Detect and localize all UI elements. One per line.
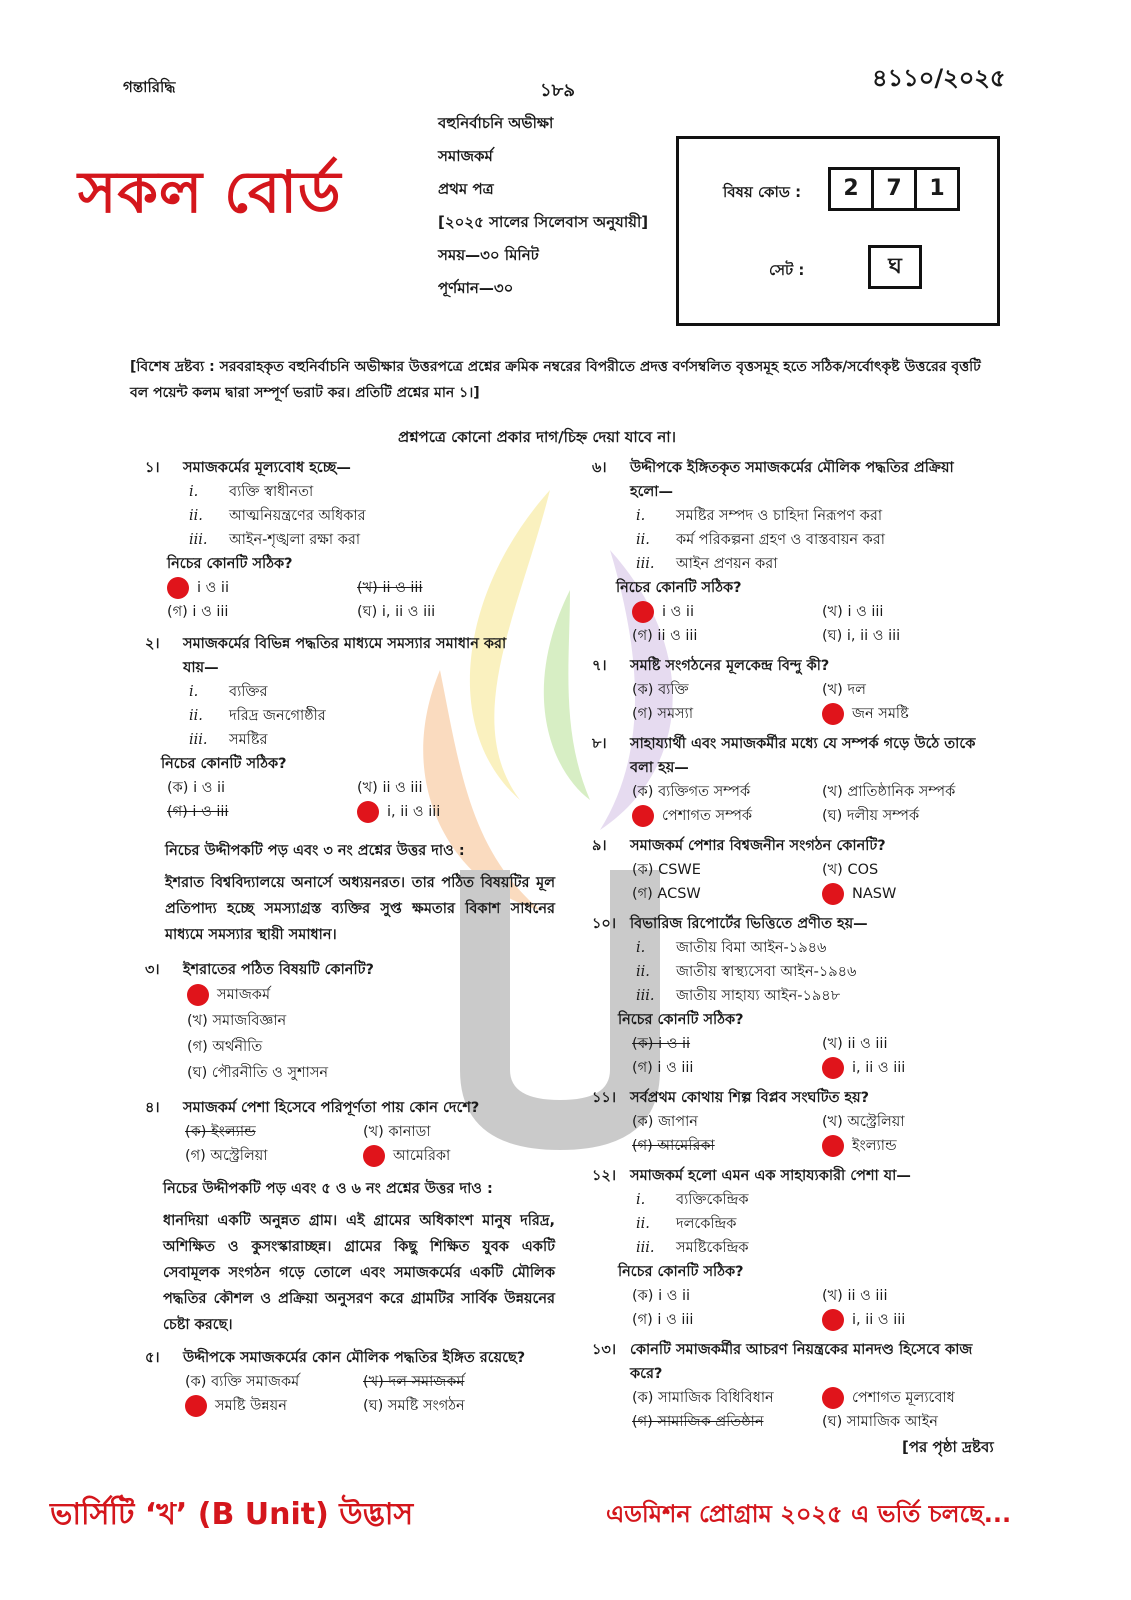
set-value: ঘ bbox=[868, 245, 922, 289]
filled-bubble-icon bbox=[822, 1135, 844, 1157]
question-4: ৪। সমাজকর্ম পেশা হিসেবে পরিপূর্ণতা পায় কোন দেশে? (ক) ইংল্যান্ড (খ) কানাডা (গ) অস্ট্রেলিয়া আমেরিকা bbox=[145, 1096, 555, 1168]
answer-option[interactable]: (ক) i ও ii bbox=[167, 780, 226, 796]
filled-bubble-icon bbox=[185, 1395, 207, 1417]
answer-option[interactable]: NASW bbox=[822, 882, 1012, 906]
answer-option[interactable]: আমেরিকা bbox=[363, 1144, 553, 1168]
answer-option[interactable]: (ঘ) সামাজিক আইন bbox=[822, 1414, 938, 1430]
answer-option[interactable]: (খ) অস্ট্রেলিয়া bbox=[822, 1114, 905, 1130]
passage-1: নিচের উদ্দীপকটি পড় এবং ৩ নং প্রশ্নের উত্তর দাও : ইশরাত বিশ্ববিদ্যালয়ে অনার্সে অধ্যয়নরত। তার পঠিত বিষয়টির মূল প্রতিপাদ্য হচ্ছে সমস্যাগ্রস্ত ব্যক্তির সুপ্ত ক্ষমতার বিকাশ সাধনের মাধ্যমে সমস্যার স্থায়ী সমাধান। bbox=[165, 843, 555, 943]
answer-option[interactable]: ইংল্যান্ড bbox=[822, 1134, 1012, 1158]
answer-option[interactable]: (খ) সমাজবিজ্ঞান bbox=[187, 1013, 287, 1029]
paper-name: প্রথম পত্র bbox=[438, 180, 494, 198]
answer-option[interactable]: (খ) ii ও iii bbox=[822, 1288, 888, 1304]
answer-option[interactable]: (গ) i ও iii bbox=[632, 1312, 694, 1328]
filled-bubble-icon bbox=[822, 1057, 844, 1079]
answer-option[interactable]: (ঘ) i, ii ও iii bbox=[822, 628, 901, 644]
question-8: ৮। সাহায্যার্থী এবং সমাজকর্মীর মধ্যে যে সম্পর্ক গড়ে উঠে তাকে বলা হয়— (ক) ব্যক্তিগত সম্পর্ক (খ) প্রাতিষ্ঠানিক সম্পর্ক পেশাগত সম্পর্ক (ঘ) দলীয় সম্পর্ক bbox=[592, 732, 1002, 828]
answer-option[interactable]: (গ) সামাজিক প্রতিষ্ঠান bbox=[632, 1414, 764, 1430]
filled-bubble-icon bbox=[822, 883, 844, 905]
answer-option[interactable]: i, ii ও iii bbox=[822, 1056, 1012, 1080]
answer-option[interactable]: (খ) COS bbox=[822, 862, 879, 878]
footer-left: ভার্সিটি ‘খ’ (B Unit) উদ্ভাস bbox=[50, 1497, 414, 1532]
question-2: ২। সমাজকর্মের বিভিন্ন পদ্ধতির মাধ্যমে সমস্যার সমাধান করা যায়— i. ব্যক্তির ii. দরিদ্র জনগোষ্ঠীর iii. সমষ্টির নিচের কোনটি সঠিক? (ক) i ও ii (খ) ii ও iii (গ) i ও iii i, ii ও iii bbox=[145, 632, 555, 824]
answer-option[interactable]: (ক) ব্যক্তি সমাজকর্ম bbox=[185, 1374, 300, 1390]
code-digit: 1 bbox=[914, 167, 960, 211]
answer-option[interactable]: (খ) i ও iii bbox=[822, 604, 884, 620]
answer-option[interactable]: (গ) আমেরিকা bbox=[632, 1138, 715, 1154]
answer-option[interactable]: পেশাগত মূল্যবোধ bbox=[822, 1386, 1022, 1410]
question-6: ৬। উদ্দীপকে ইঙ্গিতকৃত সমাজকর্মের মৌলিক পদ্ধতির প্রক্রিয়া হলো— i. সমষ্টির সম্পদ ও চাহিদা নিরূপণ করা ii. কর্ম পরিকল্পনা গ্রহণ ও বাস্তবায়ন করা iii. আইন প্রণয়ন করা নিচের কোনটি সঠিক? i ও ii (খ) i ও iii (গ) ii ও iii (ঘ) i, ii ও iii bbox=[592, 456, 1002, 648]
answer-option[interactable]: (ঘ) পৌরনীতি ও সুশাসন bbox=[187, 1065, 329, 1081]
filled-bubble-icon bbox=[822, 1387, 844, 1409]
subject-name: সমাজকর্ম bbox=[438, 147, 493, 165]
answer-option[interactable]: i, ii ও iii bbox=[822, 1308, 1012, 1332]
answer-option[interactable]: (খ) দল সমাজকর্ম bbox=[363, 1374, 465, 1390]
question-1: ১। সমাজকর্মের মূল্যবোধ হচ্ছে— i. ব্যক্তি স্বাধীনতা ii. আত্মনিয়ন্ত্রণের অধিকার iii. আইন-শৃঙ্খলা রক্ষা করা নিচের কোনটি সঠিক? i ও ii (খ) ii ও iii (গ) i ও iii (ঘ) i, ii ও iii bbox=[145, 456, 555, 624]
subject-code-cells bbox=[831, 167, 960, 211]
answer-option[interactable]: (ঘ) সমষ্টি সংগঠন bbox=[363, 1398, 465, 1414]
answer-option[interactable]: (গ) ACSW bbox=[632, 886, 701, 902]
answer-option[interactable]: (খ) কানাডা bbox=[363, 1124, 431, 1140]
question-9: ৯। সমাজকর্ম পেশার বিশ্বজনীন সংগঠন কোনটি? (ক) CSWE (খ) COS (গ) ACSW NASW bbox=[592, 834, 1002, 906]
answer-option[interactable]: জন সমষ্টি bbox=[822, 702, 1012, 726]
answer-option[interactable]: (ক) সামাজিক বিধিবিধান bbox=[632, 1390, 774, 1406]
answer-option[interactable]: (ক) i ও ii bbox=[632, 1288, 691, 1304]
question-12: ১২। সমাজকর্ম হলো এমন এক সাহায্যকারী পেশা যা— i. ব্যক্তিকেন্দ্রিক ii. দলকেন্দ্রিক iii. সমষ্টিকেন্দ্রিক নিচের কোনটি সঠিক? (ক) i ও ii (খ) ii ও iii (গ) i ও iii i, ii ও iii bbox=[592, 1164, 1002, 1332]
answer-option[interactable]: (ক) ইংল্যান্ড bbox=[185, 1124, 256, 1140]
filled-bubble-icon bbox=[632, 805, 654, 827]
no-marks-note: প্রশ্নপত্রে কোনো প্রকার দাগ/চিহ্ন দেয়া যাবে না। bbox=[398, 428, 677, 446]
answer-option[interactable]: (ক) ব্যক্তিগত সম্পর্ক bbox=[632, 784, 751, 800]
filled-bubble-icon bbox=[167, 577, 189, 599]
answer-option[interactable]: (ক) জাপান bbox=[632, 1114, 698, 1130]
special-note: [বিশেষ দ্রষ্টব্য : সরবরাহকৃত বহুনির্বাচনি অভীক্ষার উত্তরপত্রে প্রশ্নের ক্রমিক নম্বরের বিপরীতে প্রদত্ত বর্ণসম্বলিত বৃত্তসমূহ হতে সঠিক/সর্বোৎকৃষ্ট উত্তরের বৃত্তটি বল পয়েন্ট কলম দ্বারা সম্পূর্ণ ভরাট কর। প্রতিটি প্রশ্নের মান ১।] bbox=[130, 359, 981, 401]
answer-option[interactable]: (খ) ii ও iii bbox=[357, 580, 423, 596]
set-label: সেট : bbox=[769, 261, 805, 279]
answer-option[interactable]: (ক) ব্যক্তি bbox=[632, 682, 689, 698]
answer-option[interactable]: (গ) i ও iii bbox=[167, 604, 229, 620]
answer-option[interactable]: (গ) অস্ট্রেলিয়া bbox=[185, 1148, 268, 1164]
answer-option[interactable]: (খ) ii ও iii bbox=[357, 780, 423, 796]
left-column bbox=[145, 456, 555, 1418]
full-marks: পূর্ণমান—৩০ bbox=[438, 279, 514, 297]
question-3: ৩। ইশরাতের পঠিত বিষয়টি কোনটি? সমাজকর্ম (খ) সমাজবিজ্ঞান (গ) অর্থনীতি (ঘ) পৌরনীতি ও সুশাসন bbox=[145, 958, 555, 1086]
board-title: সকল বোর্ড bbox=[78, 158, 342, 226]
filled-bubble-icon bbox=[822, 1309, 844, 1331]
answer-option[interactable]: (খ) দল bbox=[822, 682, 866, 698]
subject-code-label: বিষয় কোড : bbox=[723, 183, 802, 201]
answer-option[interactable]: (গ) সমস্যা bbox=[632, 706, 694, 722]
footer-right: এডমিশন প্রোগ্রাম ২০২৫ এ ভর্তি চলছে... bbox=[606, 1500, 1012, 1528]
question-7: ৭। সমষ্টি সংগঠনের মূলকেন্দ্র বিন্দু কী? (ক) ব্যক্তি (খ) দল (গ) সমস্যা জন সমষ্টি bbox=[592, 654, 1002, 726]
exam-time: সময়—৩০ মিনিট bbox=[438, 246, 539, 264]
question-13: ১৩। কোনটি সমাজকর্মীর আচরণ নিয়ন্ত্রকের মানদণ্ড হিসেবে কাজ করে? (ক) সামাজিক বিধিবিধান পেশাগত মূল্যবোধ (গ) সামাজিক প্রতিষ্ঠান (ঘ) সামাজিক আইন bbox=[592, 1338, 1002, 1434]
filled-bubble-icon bbox=[822, 703, 844, 725]
code-digit: 7 bbox=[871, 167, 917, 211]
filled-bubble-icon bbox=[632, 601, 654, 623]
filled-bubble-icon bbox=[187, 984, 209, 1006]
code-digit: 2 bbox=[828, 167, 874, 211]
answer-option[interactable]: i ও ii bbox=[632, 600, 822, 624]
next-page-note: [পর পৃষ্ঠা দ্রষ্টব্য bbox=[902, 1438, 994, 1456]
paper-code: ৪১১০/২০২৫ bbox=[872, 64, 1006, 92]
answer-option[interactable]: (ক) CSWE bbox=[632, 862, 701, 878]
filled-bubble-icon bbox=[363, 1145, 385, 1167]
answer-option[interactable]: (গ) i ও iii bbox=[632, 1060, 694, 1076]
answer-option[interactable]: (ঘ) i, ii ও iii bbox=[357, 604, 436, 620]
answer-option[interactable]: (গ) ii ও iii bbox=[632, 628, 698, 644]
question-10: ১০। বিভারিজ রিপোর্টের ভিত্তিতে প্রণীত হয়— i. জাতীয় বিমা আইন-১৯৪৬ ii. জাতীয় স্বাস্থ্যসেবা আইন-১৯৪৬ iii. জাতীয় সাহায্য আইন-১৯৪৮ নিচের কোনটি সঠিক? (ক) i ও ii (খ) ii ও iii (গ) i ও iii i, ii ও iii bbox=[592, 912, 1002, 1080]
answer-option[interactable]: সমাজকর্ম bbox=[187, 982, 555, 1008]
answer-option[interactable]: i ও ii bbox=[167, 576, 357, 600]
answer-option[interactable]: (ক) i ও ii bbox=[632, 1036, 691, 1052]
question-11: ১১। সর্বপ্রথম কোথায় শিল্প বিপ্লব সংঘটিত হয়? (ক) জাপান (খ) অস্ট্রেলিয়া (গ) আমেরিকা ইংল্যান্ড bbox=[592, 1086, 1002, 1158]
passage-2: নিচের উদ্দীপকটি পড় এবং ৫ ও ৬ নং প্রশ্নের উত্তর দাও : ধানদিয়া একটি অনুন্নত গ্রাম। এই গ্রামের অধিকাংশ মানুষ দরিদ্র, অশিক্ষিত ও কুসংস্কারাচ্ছন্ন। গ্রামের কিছু শিক্ষিত যুবক একটি সেবামূলক সংগঠন গড়ে তোলে এবং সমাজকর্মের একটি মৌলিক পদ্ধতির কৌশল ও প্রক্রিয়া অনুসরণ করে গ্রামটির সার্বিক উন্নয়নের চেষ্টা করছে। bbox=[163, 1181, 555, 1333]
answer-option[interactable]: (গ) i ও iii bbox=[167, 804, 229, 820]
answer-option[interactable]: পেশাগত সম্পর্ক bbox=[632, 804, 822, 828]
exam-type: বহুনির্বাচনি অভীক্ষা bbox=[438, 114, 554, 132]
answer-option[interactable]: (খ) প্রাতিষ্ঠানিক সম্পর্ক bbox=[822, 784, 956, 800]
syllabus-note: [২০২৫ সালের সিলেবাস অনুযায়ী] bbox=[438, 213, 649, 231]
answer-option[interactable]: (খ) ii ও iii bbox=[822, 1036, 888, 1052]
page-number: ১৮৯ bbox=[540, 80, 576, 101]
filled-bubble-icon bbox=[357, 801, 379, 823]
right-column bbox=[592, 456, 1002, 1434]
answer-option[interactable]: সমষ্টি উন্নয়ন bbox=[185, 1394, 363, 1418]
answer-option[interactable]: (গ) অর্থনীতি bbox=[187, 1039, 263, 1055]
header-left-label: গন্তারিদ্ধি bbox=[123, 78, 176, 96]
answer-option[interactable]: (ঘ) দলীয় সম্পর্ক bbox=[822, 808, 920, 824]
exam-info bbox=[438, 107, 648, 305]
question-5: ৫। উদ্দীপকে সমাজকর্মের কোন মৌলিক পদ্ধতির ইঙ্গিত রয়েছে? (ক) ব্যক্তি সমাজকর্ম (খ) দল সমাজকর্ম সমষ্টি উন্নয়ন (ঘ) সমষ্টি সংগঠন bbox=[145, 1346, 555, 1418]
subject-code-box bbox=[676, 136, 1000, 326]
answer-option[interactable]: i, ii ও iii bbox=[357, 800, 547, 824]
